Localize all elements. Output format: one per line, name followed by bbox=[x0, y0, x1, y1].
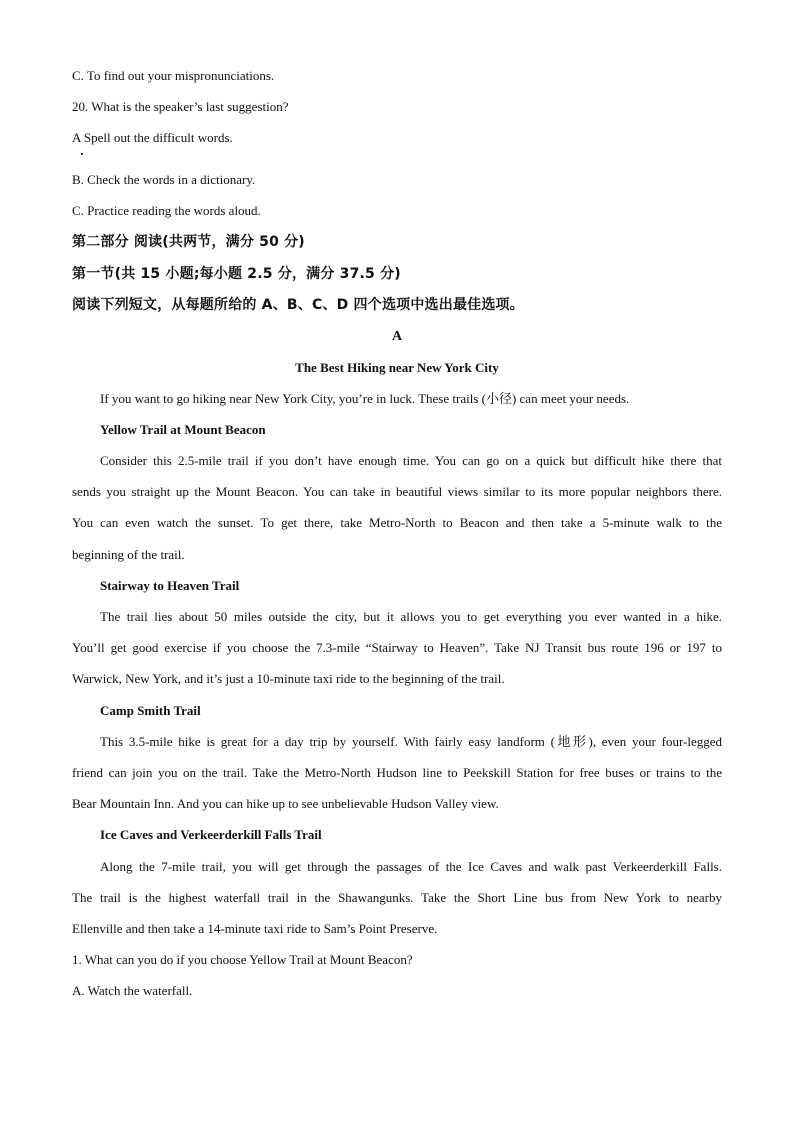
trail3-heading: Camp Smith Trail bbox=[100, 703, 201, 718]
q1-option-a: A. Watch the waterfall. bbox=[72, 983, 193, 998]
q20-stem: 20. What is the speaker’s last suggestion? bbox=[72, 99, 289, 114]
q19-option-c: C. To find out your mispronunciations. bbox=[72, 68, 275, 83]
trail2-line: You’ll get good exercise if you choose the 7.3-mile “Stairway to Heaven”. Take NJ Transit bus route 196 or 197 to bbox=[72, 640, 722, 655]
trail2-heading: Stairway to Heaven Trail bbox=[100, 578, 240, 593]
trail1-line: beginning of the trail. bbox=[72, 547, 185, 562]
reading-instruction: 阅读下列短文，从每题所给的 A、B、C、D 四个选项中选出最佳选项。 bbox=[72, 297, 524, 313]
trail1-heading: Yellow Trail at Mount Beacon bbox=[100, 422, 266, 437]
trail2-line: The trail lies about 50 miles outside the city, but it allows you to get everything you ever wanted in a hike. bbox=[100, 609, 722, 624]
passage-label: A bbox=[391, 329, 403, 344]
trail3-line: Bear Mountain Inn. And you can hike up to see unbelievable Hudson Valley view. bbox=[72, 796, 499, 811]
q20-option-a: A Spell out the difficult words. bbox=[72, 130, 233, 145]
q20-option-c: C. Practice reading the words aloud. bbox=[72, 203, 261, 218]
section-title: 第一节(共 15 小题;每小题 2.5 分，满分 37.5 分) bbox=[72, 266, 401, 282]
trail4-line: Along the 7-mile trail, you will get through the passages of the Ice Caves and walk past Verkeerderkill Falls. bbox=[100, 859, 722, 874]
trail1-line: You can even watch the sunset. To get there, take Metro-North to Beacon and then take a 5-minute walk to the bbox=[72, 515, 722, 530]
trail1-line: Consider this 2.5-mile trail if you don’t have enough time. You can go on a quick but difficult hike there that bbox=[100, 453, 722, 468]
trail3-line: friend can join you on the trail. Take the Metro-North Hudson line to Peekskill Station for free buses or trains to the bbox=[72, 765, 722, 780]
passage-intro: If you want to go hiking near New York City, you’re in luck. These trails (小径) can meet your needs. bbox=[100, 391, 630, 406]
passage-title: The Best Hiking near New York City bbox=[295, 360, 499, 375]
trail4-line: Ellenville and then take a 14-minute taxi ride to Sam’s Point Preserve. bbox=[72, 921, 438, 936]
q1-stem: 1. What can you do if you choose Yellow Trail at Mount Beacon? bbox=[72, 952, 413, 967]
q20-option-b: B. Check the words in a dictionary. bbox=[72, 172, 256, 187]
part-title: 第二部分 阅读(共两节，满分 50 分) bbox=[72, 234, 305, 250]
trail2-line: Warwick, New York, and it’s just a 10-minute taxi ride to the beginning of the trail. bbox=[72, 671, 505, 686]
trail3-line: This 3.5-mile hike is great for a day trip by yourself. With fairly easy landform (地形), even your four-legged bbox=[100, 734, 722, 749]
trail1-line: sends you straight up the Mount Beacon. You can take in beautiful views similar to its more popular neighbors there. bbox=[72, 484, 722, 499]
trail4-heading: Ice Caves and Verkeerderkill Falls Trail bbox=[100, 827, 322, 842]
stray-dot-mark bbox=[81, 153, 83, 155]
trail4-line: The trail is the highest waterfall trail in the Shawangunks. Take the Short Line bus from New York to nearby bbox=[72, 890, 722, 905]
